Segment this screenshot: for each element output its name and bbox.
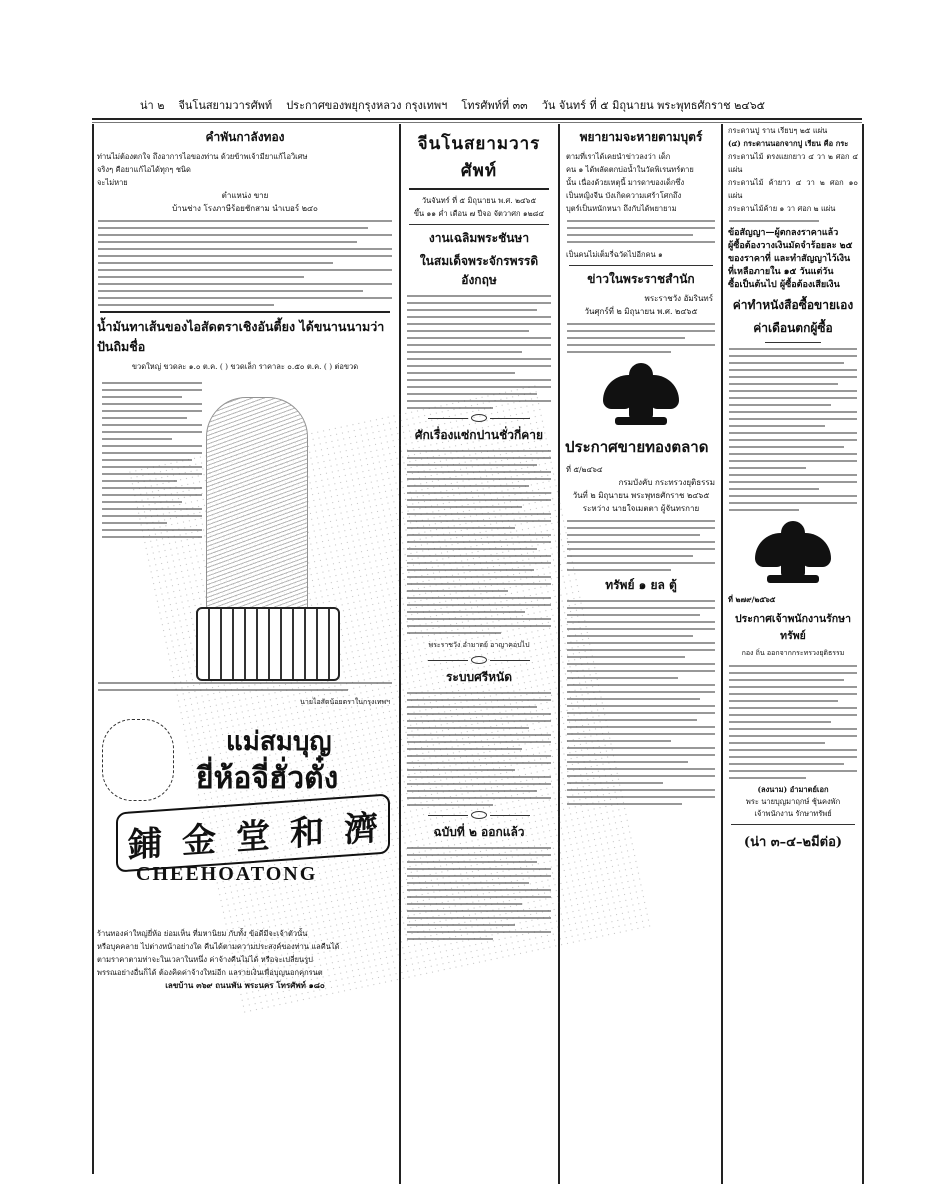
illegible-text: [407, 450, 551, 634]
banner-thai-line-2: ยี่ห้อจี่ฮั่วตั๋ง: [196, 761, 339, 796]
illegible-text: [729, 220, 857, 222]
notice-number: ที่ ๒๗๙/๒๕๖๕: [728, 595, 776, 604]
illegible-text: [407, 295, 551, 409]
page-label: น่า ๒: [140, 99, 165, 112]
article-text-line: นั้น เนื่องด้วยเหตุนี้ มารดาของเด็กซึ่ง: [566, 178, 685, 187]
address-heading: ตำแหน่ง ขาย: [221, 191, 269, 200]
masthead: [140, 96, 840, 114]
article-text-line: ตามที่เราได้เคยนำข่าวลงว่า เด็ก: [566, 152, 671, 161]
column-divider: [721, 124, 723, 1184]
section-rule: [765, 342, 821, 343]
oil-ad-headline: น้ำมันทาเส้นของไอสัดตราเชิงอันตี้ยง ได้ขนานนามว่า ปันถิมชื่อ: [97, 319, 385, 354]
continued-tag: (น่า ๓–๔–๒มีต่อ): [743, 835, 843, 850]
chinese-char: 濟: [344, 807, 378, 851]
banner-text-line: ร้านทองค่าใหญ่ยี่ห้อ ย่อมเห็น ที่มหานิยม กับทั้ง ข้อดีมีจะเจ้าตัวนั้น: [97, 929, 308, 938]
announcement-date: วันที่ ๒ มิถุนายน พระพุทธศักราช ๒๔๖๕: [572, 491, 710, 500]
announcement-headline: ประกาศขายทองตลาด: [565, 438, 709, 456]
illegible-text: [567, 220, 715, 243]
illegible-text: [729, 348, 857, 511]
article-text-line: คน ๑ ได้พลัดตกบ่อน้ำในวัดพิเรนทร์ตาย: [566, 165, 694, 174]
masthead-rule: [92, 118, 862, 120]
illegible-text: [567, 323, 715, 353]
paper-name: จีนโนสยามวารศัพท์: [178, 99, 273, 112]
column-divider: [862, 124, 864, 1184]
listing-line: กระดานปู ราน เรียบๆ ๒๕ แผ่น: [728, 126, 828, 135]
listing-line: กระดานไม้ ค้ายาว ๔ วา ๒ ศอก ๑๐ แผ่น: [728, 178, 858, 200]
illegible-text: [102, 377, 202, 543]
banner-text-line: หรือบุคคลาย ไปต่างหน้าอย่างใด คืนได้ตามความประสงค์ของท่าน แลคืนได้: [97, 942, 340, 951]
article-headline: งานเฉลิมพระชันษา: [428, 231, 530, 245]
listing-line: (๔) กระดานนอกจากปู เรียน คือ กระ: [728, 139, 849, 148]
illegible-text: [407, 692, 551, 806]
section-rule: [409, 224, 549, 225]
illegible-text: [98, 682, 392, 691]
notice-headline: ประกาศเจ้าพนักงานรักษาทรัพย์: [735, 613, 851, 642]
ad-text-line: ท่านไม่ต้องตกใจ ถึงอาการไอของท่าน ด้วยข้าพเจ้ามียาแก้ไอวิเศษ: [97, 152, 308, 161]
lunar-date: ขึ้น ๑๑ ค่ำ เดือน ๗ ปีจอ จัตวาศก ๑๒๘๔: [413, 209, 545, 218]
terms-line: ของราคาที่ และทำสัญญาไว้เงิน: [728, 254, 851, 264]
column-4: [725, 124, 861, 1180]
title-rule: [409, 188, 549, 190]
fee-heading: ค่าเดือนตกผู้ซื้อ: [753, 321, 833, 335]
garuda-emblem-icon: [753, 517, 833, 587]
chinese-name-scroll: [116, 793, 390, 872]
chinese-char: 鋪: [128, 822, 162, 866]
column-divider: [558, 124, 560, 1184]
article-headline: ระบบศรีหนัด: [445, 670, 513, 684]
announcement-parties: ระหว่าง นายใจเมตตา ผู้จันทรกาย: [582, 504, 700, 513]
oil-ad-price: ขวดใหญ่ ขวดละ ๑.๐ ต.ค. ( ) ขวดเล็ก ราคาละ ๐.๕๐ ต.ค. ( ) ต่อขวด: [131, 362, 359, 371]
article-headline: ในสมเด็จพระจักรพรรดิอังกฤษ: [419, 254, 539, 287]
ornament-divider: [403, 414, 555, 422]
banner-thai-line-1: แม่สมบุญ: [226, 727, 332, 757]
illegible-text: [567, 600, 715, 805]
article-text-line: เป็นคนไม่เต็มรี่ฉวัดไปอีกคน ๑: [566, 250, 663, 259]
illegible-text: [407, 847, 551, 940]
chinese-char: 堂: [236, 815, 270, 858]
banner-text-line: พรรณอย่างอื่นก็ได้ ต้องคิดค่าจ้างใหม่อีก แลรายเงินเพื่อบุญนอกคุกรนต: [97, 968, 323, 977]
banner-address: เลขบ้าน ๓๖๙ ถนนพัน พระนคร โทรศัพท์ ๑๘๐: [165, 980, 325, 990]
ornament-icon: [102, 719, 174, 801]
article-headline: ฉบับที่ ๒ ออกแล้ว: [433, 825, 525, 839]
signature-line: พระ นายบุญมาฤกษ์ ชุ้นคงพัก: [745, 797, 841, 806]
court-news-subhead: พระราชวัง อัมรินทร์: [644, 294, 713, 303]
column-3: [563, 124, 719, 1180]
illegible-text: [98, 220, 392, 306]
publisher-line: ประกาศของพยุกรุงหลวง กรุงเทพฯ: [286, 99, 448, 112]
banner-roman-name: CHEEHOATONG: [136, 863, 318, 885]
chinese-char: 和: [290, 811, 324, 854]
ad-text-line: จะไม่หาย: [97, 178, 128, 187]
fee-heading: ค่าทำหนังสือซื้อขายเอง: [732, 298, 854, 312]
ornament-divider: [403, 656, 555, 664]
section-rule: [569, 265, 713, 266]
section-rule: [731, 824, 855, 825]
article-headline: พยายามจะหายตามบุตร์: [579, 130, 703, 144]
article-headline: ศักเรื่องแซ่กปานชั่วกี่คาย: [414, 428, 544, 442]
signature-line: (ลงนาม) อำมาตย์เอก: [757, 785, 829, 794]
section-rule: [100, 311, 390, 313]
listing-line: กระดานไม้ ตรงแยกยาว ๔ วา ๒ ศอก ๔ แผ่น: [728, 152, 858, 174]
terms-line: ข้อสัญญา—ผู้ตกลงราคาแล้ว: [728, 228, 839, 238]
masthead-rule-thin: [92, 122, 862, 123]
date-line: วัน จันทร์ ที่ ๕ มิถุนายน พระพุทธศักราช ๒๔๖๕: [541, 99, 766, 112]
drum-illustration: [196, 607, 340, 681]
terms-line: ที่เหลือภายใน ๑๕ วันแต่วัน: [728, 267, 834, 277]
ornament-divider: [403, 811, 555, 819]
terms-line: ซื้อเป็นต้นไป ผู้ซื้อต้องเสียเงิน: [728, 280, 840, 290]
terms-line: ผู้ซื้อต้องวางเงินมัดจำร้อยละ ๒๕: [728, 241, 853, 251]
ad-text-line: จริงๆ คือยาแก้ไอได้ทุกๆ ชนิด: [97, 165, 191, 174]
listing-line: กระดานไม้ค้าย ๑ วา ศอก ๒ แผ่น: [728, 204, 836, 213]
banner-text-line: ตามราคาตามท่าจะในเวลาในหนึ่ง ค่าจ้างคืนไม่ได้ หรือจะเปลี่ยนรูป: [97, 955, 313, 964]
illegible-text: [567, 520, 715, 571]
issue-date: วันจันทร์ ที่ ๕ มิถุนายน พ.ศ. ๒๔๖๕: [421, 196, 537, 205]
figure-illustration: [206, 397, 308, 639]
court-news-headline: ข่าวในพระราชสำนัก: [587, 272, 695, 286]
article-text-line: บุตร์เป็นหนักหนา ถึงกับได้พยายาม: [566, 204, 677, 213]
court-news-date: วันศุกร์ที่ ๒ มิถุนายน พ.ศ. ๒๔๖๕: [584, 307, 698, 316]
chinese-char: 金: [182, 819, 216, 862]
address-line: บ้านช่าง โรงภาษีร้อยชักสาม นำเบอร์ ๒๔๐: [172, 204, 318, 213]
article-text-line: เป็นหญิงจีน บังเกิดความเศร้าโศกถึง: [566, 191, 682, 200]
announcement-subhead: ทรัพย์ ๑ ยล ตู้: [605, 578, 677, 592]
column-2: [403, 124, 555, 1180]
signature-line: เจ้าพนักงาน รักษาทรัพย์: [754, 809, 832, 818]
notice-dept: กอง ถิ่น ออกจากกระทรวงยุติธรรม: [741, 649, 845, 657]
ad-headline: คำพันกาลังทอง: [205, 130, 285, 144]
announcement-dept: กรมบังคับ กระทรวงยุติธรรม: [618, 478, 715, 487]
column-1: [94, 124, 396, 1180]
oil-ad-footer: นายไอสัดน้อยตราในกรุงเทพฯ: [300, 698, 390, 706]
phone-label: โทรศัพท์ที่ ๓๓: [461, 99, 528, 112]
article-signature: พระราชวัง อำมาตย์ อาญาคอปไป: [428, 641, 530, 649]
paper-title: จีนโนสยามวารศัพท์: [417, 134, 541, 181]
column-divider: [399, 124, 401, 1184]
oil-ad-illustration: [96, 377, 394, 677]
announcement-number: ที่ ๕/๒๔๖๔: [566, 465, 603, 474]
garuda-emblem-icon: [601, 359, 681, 429]
goldsmith-ad-banner: [96, 713, 394, 923]
illegible-text: [729, 665, 857, 779]
